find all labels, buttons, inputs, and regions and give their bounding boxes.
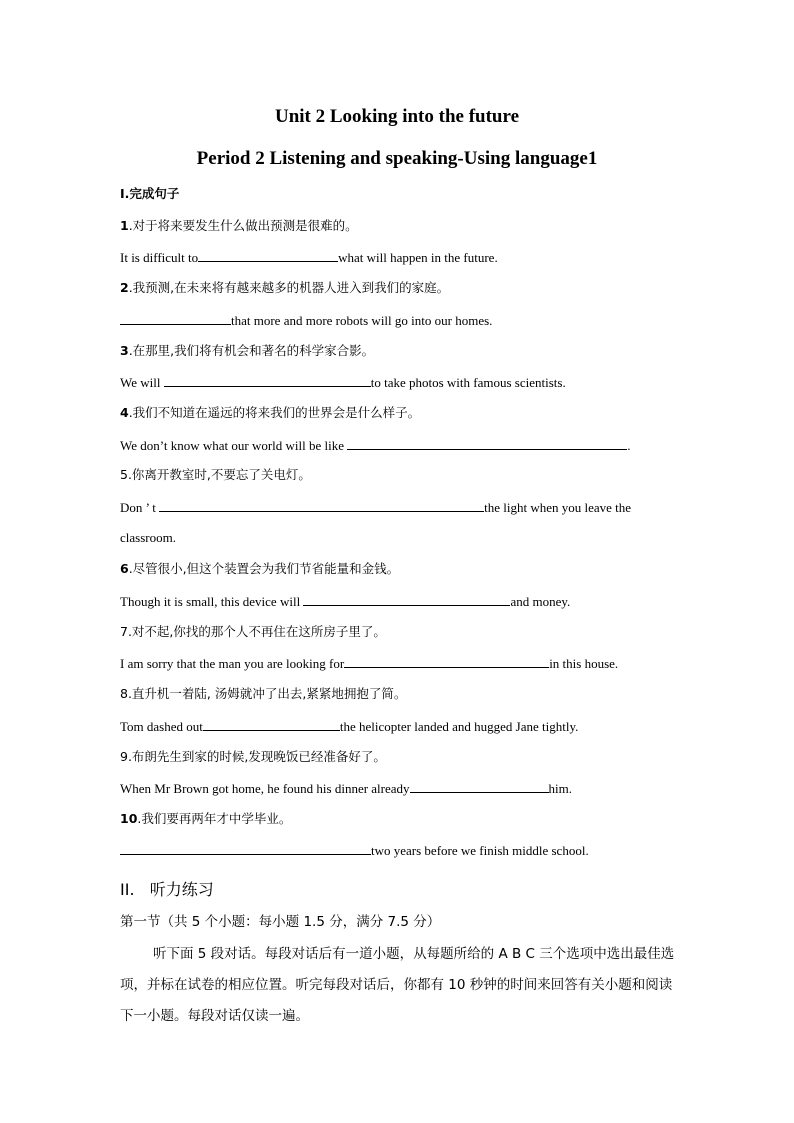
chinese-sentence: .尽管很小,但这个装置会为我们节省能量和金钱。	[128, 561, 400, 576]
item-2-chinese	[120, 280, 449, 296]
item-number: 8	[120, 686, 128, 701]
item-9-english	[120, 780, 572, 797]
item-5-chinese	[120, 467, 311, 483]
chinese-sentence: .对于将来要发生什么做出预测是很难的。	[128, 218, 358, 233]
answer-blank[interactable]	[120, 842, 371, 855]
item-6-english	[120, 593, 570, 610]
item-3-english	[120, 374, 566, 391]
answer-blank[interactable]	[203, 718, 340, 731]
item-5-english-continued: classroom.	[120, 530, 176, 545]
english-prefix: When Mr Brown got home, he found his dinner already	[120, 781, 410, 796]
section2-instructions: 听下面 5 段对话。每段对话后有一道小题，从每题所给的 A B C 三个选项中选出最佳选项，并标在试卷的相应位置。听完每段对话后，你都有 10 秒钟的时间来回答有关小题和阅读下一小题。每段对话仅读一遍。	[120, 946, 675, 1024]
item-number: 2	[120, 280, 129, 295]
item-number: 10	[120, 811, 138, 826]
item-number: 4	[120, 405, 129, 420]
english-suffix: him.	[548, 781, 573, 796]
english-prefix: We will	[120, 375, 161, 390]
answer-blank[interactable]	[120, 312, 231, 325]
english-suffix: to take photos with famous scientists.	[370, 375, 566, 390]
english-prefix: It is difficult to	[120, 250, 199, 265]
answer-blank[interactable]	[410, 780, 549, 793]
answer-blank[interactable]	[198, 249, 338, 262]
english-suffix: two years before we finish middle school.	[371, 843, 589, 858]
item-7-english	[120, 655, 618, 672]
item-1-chinese	[120, 218, 358, 234]
item-number: 7	[120, 624, 128, 639]
section2-subheading: 第一节（共 5 个小题：每小题 1.5 分，满分 7.5 分）	[120, 914, 441, 930]
english-suffix: what will happen in the future.	[338, 250, 498, 265]
item-number: 1	[120, 218, 129, 233]
english-suffix: and money.	[510, 594, 571, 609]
english-prefix: Don ’ t	[120, 500, 160, 515]
item-8-english	[120, 718, 578, 735]
chinese-sentence: .我们不知道在遥远的将来我们的世界会是什么样子。	[128, 405, 421, 420]
page-subtitle: Period 2 Listening and speaking-Using language1	[196, 148, 598, 169]
item-4-english	[120, 437, 631, 454]
english-suffix: the light when you leave the	[484, 500, 632, 515]
chinese-sentence: .我预测,在未来将有越来越多的机器人进入到我们的家庭。	[128, 280, 450, 295]
answer-blank[interactable]	[303, 593, 510, 606]
item-10-chinese	[120, 811, 291, 827]
english-prefix: I am sorry that the man you are looking for	[120, 656, 345, 671]
chinese-sentence: .直升机一着陆, 汤姆就冲了出去,紧紧地拥抱了简。	[127, 686, 407, 701]
answer-blank[interactable]	[159, 499, 484, 512]
item-9-chinese	[120, 749, 386, 765]
item-number: 5	[120, 467, 128, 482]
section2-heading: II. 听力练习	[120, 880, 214, 899]
page-title: Unit 2 Looking into the future	[274, 106, 520, 127]
english-prefix: We don’t know what our world will be like	[120, 438, 348, 453]
chinese-sentence: .我们要再两年才中学毕业。	[137, 811, 292, 826]
chinese-sentence: .你离开教室时,不要忘了关电灯。	[127, 467, 311, 482]
answer-blank[interactable]	[344, 655, 549, 668]
answer-blank[interactable]	[164, 374, 371, 387]
item-1-english	[120, 249, 498, 266]
item-8-chinese	[120, 686, 406, 702]
item-4-chinese	[120, 405, 420, 421]
item-number: 3	[120, 343, 129, 358]
item-number: 6	[120, 561, 129, 576]
english-suffix: .	[627, 438, 631, 453]
section1-heading: I.完成句子	[120, 186, 180, 201]
english-suffix: that more and more robots will go into our homes.	[231, 313, 493, 328]
chinese-sentence: .布朗先生到家的时候,发现晚饭已经准备好了。	[127, 749, 386, 764]
item-6-chinese	[120, 561, 399, 577]
item-2-english	[120, 312, 492, 329]
item-5-english	[120, 499, 631, 516]
english-prefix: Tom dashed out	[120, 719, 203, 734]
english-suffix: in this house.	[549, 656, 619, 671]
item-3-chinese	[120, 343, 374, 359]
item-7-chinese	[120, 624, 386, 640]
english-prefix: Though it is small, this device will	[120, 594, 304, 609]
english-suffix: the helicopter landed and hugged Jane tightly.	[339, 719, 579, 734]
item-10-english	[120, 842, 589, 859]
item-number: 9	[120, 749, 128, 764]
chinese-sentence: .对不起,你找的那个人不再住在这所房子里了。	[127, 624, 386, 639]
chinese-sentence: .在那里,我们将有机会和著名的科学家合影。	[128, 343, 375, 358]
answer-blank[interactable]	[347, 437, 627, 450]
